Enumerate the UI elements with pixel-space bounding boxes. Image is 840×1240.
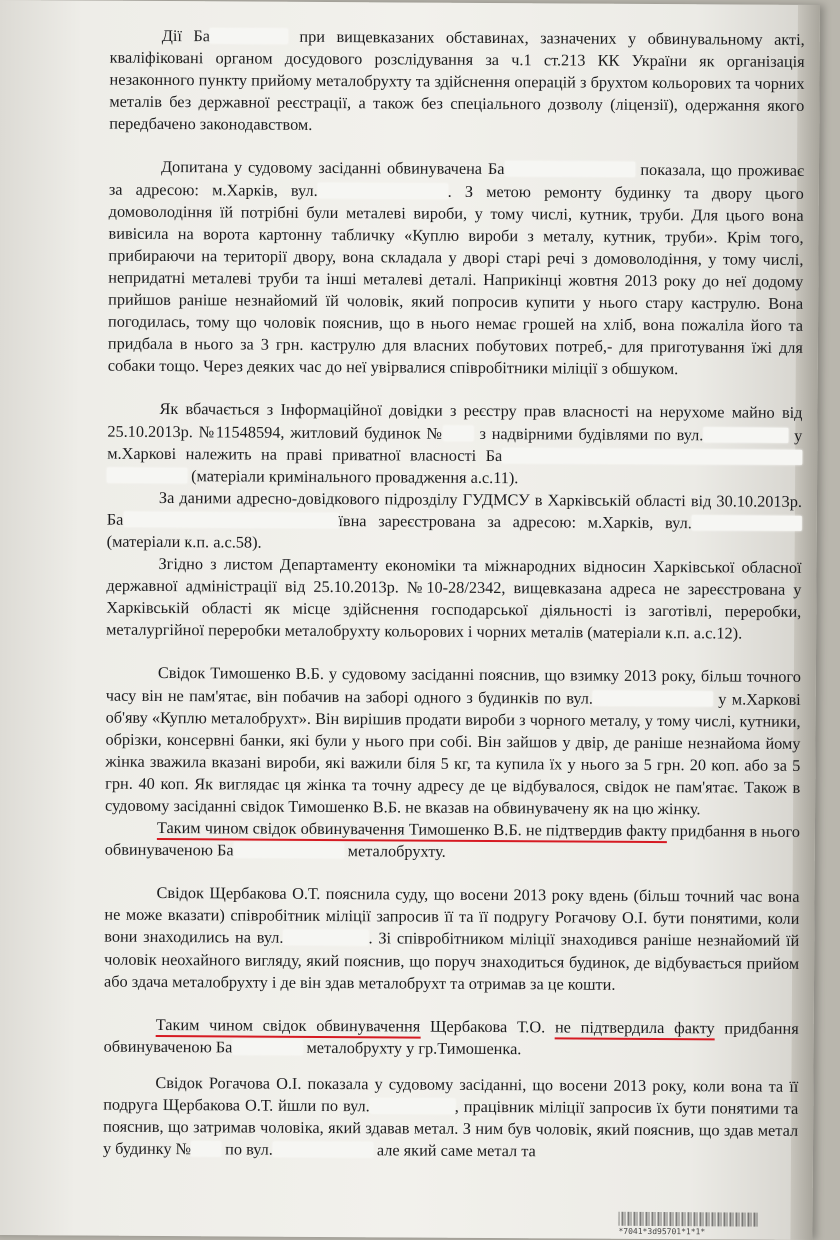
- text-run: у м.Харкові об'яву «Куплю металобрухт». Він вирішив продати вироби з чорного металу, у тому числі, кутники, обрізки, консервні банки, які були у нього при собі. Він зайшов у двір, де раніше незнайома йому жінка зважила вказані вироби, які важили біля 5 кг, та купила їх у нього за 5 грн. 20 коп. або за 5 грн. 40 коп. Як виглядає ця жінка та точну адресу де це відбувалося, свідок не пам'ятає. Також в судовому засіданні свідок Тимошенко В.Б. не вказав на обвинувачену як на цю жінку.: [105, 689, 801, 818]
- redacted-name: [107, 467, 187, 482]
- redacted-name: [232, 1039, 302, 1054]
- document-body: [103, 25, 805, 1165]
- redacted-street: [703, 427, 788, 443]
- paragraph-8: [104, 882, 800, 997]
- paragraph-9-conclusion: [104, 1013, 799, 1061]
- text-run: Свідок Тимошенко В.Б. у судовому засіданні пояснив, що взимку 2013 року, більш точного часу він не пам'ятає, він побачив на заборі одного з будинків по вул.: [106, 663, 801, 707]
- text-run: показала, що проживає за адресою: м.Харків, вул.: [109, 160, 804, 199]
- redacted-address: [318, 183, 448, 199]
- paragraph-10: [103, 1072, 799, 1165]
- text-run: але який саме метал та: [373, 1141, 536, 1161]
- barcode-number: *7041*3d95701*1*1*: [618, 1227, 705, 1237]
- paragraph-7-conclusion: [105, 817, 800, 865]
- redacted-street: [593, 690, 713, 706]
- text-run: ївна зареєстрована за адресою: м.Харків, вул.: [338, 511, 692, 532]
- paragraph-4: [107, 486, 802, 557]
- text-run: Допитана у судовому засіданні обвинувачена Ба: [161, 157, 505, 178]
- redacted-name: [123, 512, 338, 528]
- text-run: металобрухту.: [344, 841, 446, 861]
- text-run: при вищевказаних обставинах, зазначених у обвинувальному акті, кваліфіковані органом досудового розслідування за ч.1 ст.213 КК України як організація незаконного пункту прийому металобрухту та здійснення операцій з брухтом кольорових та чорних металів без державної реєстрації, а також без спеціального дозволу (ліцензії), одержання якого передбачено законодавством.: [109, 27, 805, 135]
- redacted-name: [504, 162, 634, 178]
- text-run: (матеріали к.п. а.с.58).: [107, 532, 262, 552]
- redacted-address: [692, 515, 802, 531]
- text-run: по вул.: [221, 1140, 273, 1159]
- text-run: За даними адресно-довідкового підрозділу ГУДМСУ в Харківській області від 30.10.2013р. Ба: [107, 488, 802, 529]
- paragraph-3: [107, 398, 803, 491]
- text-run: металобрухту у гр.Тимошенка.: [302, 1038, 521, 1058]
- paragraph-1: [109, 25, 805, 140]
- redacted-name: [210, 28, 288, 43]
- paragraph-5: Згідно з листом Департаменту економіки та міжнародних відносин Харківської обласної державної адміністрації від 25.10.2013р. №10-28/2342, вищевказана адреса не зареєстрована у Харківській області як місце здійснення господарської діяльності із заготівлі, переробки, металургійної переробки металобрухту кольорових і чорних металів (матеріали к.п. а.с.12).: [106, 553, 802, 646]
- text-run: з надвірними будівлями по вул.: [474, 423, 704, 443]
- text-run: Свідок Рогачова О.І. показала у судовому засіданні, що восени 2013 року, коли вона та її подруга Щербакова О.Т. йшли по вул.: [103, 1073, 798, 1115]
- redacted-name: [234, 843, 344, 859]
- text-run: . Зі співробітником міліції знаходився раніше незнайомий їй чоловік неохайного вигляду, який пояснив, що поруч знаходиться будинок, де відбувається прийом або здача металобрухту і де він здав металобрухт та отримав за це кошти.: [104, 929, 799, 994]
- paragraph-6: [105, 662, 801, 821]
- text-run: Як вбачається з Інформаційної довідки з реєстру прав власності на нерухоме майно від 25.10.2013р. №11548594, житловий будинок №: [107, 399, 802, 442]
- redacted-name: [502, 448, 802, 465]
- underlined-conclusion: Таким чином свідок обвинувачення: [156, 1015, 421, 1039]
- text-run: (матеріали кримінального провадження а.с.11).: [187, 466, 518, 487]
- redacted-street: [283, 930, 368, 946]
- text-run: придбання в нього обвинуваченою Ба: [105, 821, 800, 859]
- redacted-number: [444, 425, 474, 440]
- paragraph-2: [108, 156, 804, 381]
- redacted-street: [273, 1142, 373, 1158]
- barcode-graphic: [619, 1212, 759, 1227]
- text-run: Дії Ба: [162, 26, 210, 45]
- redacted-number: [191, 1141, 221, 1156]
- text-run: у м.Харкові належить на праві приватної власності Ба: [107, 425, 802, 464]
- text-run: . З метою ремонту будинку та двору цього домоволодіння їй потрібні були металеві вироби, у тому числі, кутник, труби. Для цього вона вивісила на ворота картонну табличку «Куплю вироби з металу, кутник, труби». Крім того, прибираючи на території двору, вона складала у дворі старі речі з домоволодіння, у тому числі, непридатні металеві труби та інші металеві деталі. Наприкінці жовтня 2013 року до неї додому прийшов раніше незнайомий їй чоловік, який попросив купити у нього стару каструлю. Вона погодилась, тому що чоловік пояснив, що в нього немає грошей на хліб, вона пожаліла його та придбала в нього за 3 грн. каструлю для власних побутових потреб,- для приготування їжі для собаки тощо. Через деяких час до неї увірвалися співробітники міліції з обшуком.: [108, 181, 804, 378]
- text-run: , працівник міліції запросив їх бути понятими та пояснив, що затримав чоловіка, який здавав метал. З ним був чоловік, який пояснив, що здав метал у будинку №: [103, 1097, 798, 1159]
- underlined-conclusion: не підтвердила факту: [555, 1017, 715, 1040]
- text-run: Свідок Щербакова О.Т. пояснила суду, що восени 2013 року вдень (більш точний час вона не може вказати) співробітник міліції запросив її та її подругу Рогачову О.І. бути понятими, коли вони знаходились на вул.: [104, 883, 799, 947]
- redacted-street: [370, 1098, 455, 1114]
- text-run: Щербакова Т.О.: [420, 1016, 555, 1036]
- underlined-conclusion: Таким чином свідок обвинувачення Тимошенко В.Б. не підтвердив факту: [157, 818, 667, 843]
- text-run: придбання обвинуваченою Ба: [104, 1018, 799, 1056]
